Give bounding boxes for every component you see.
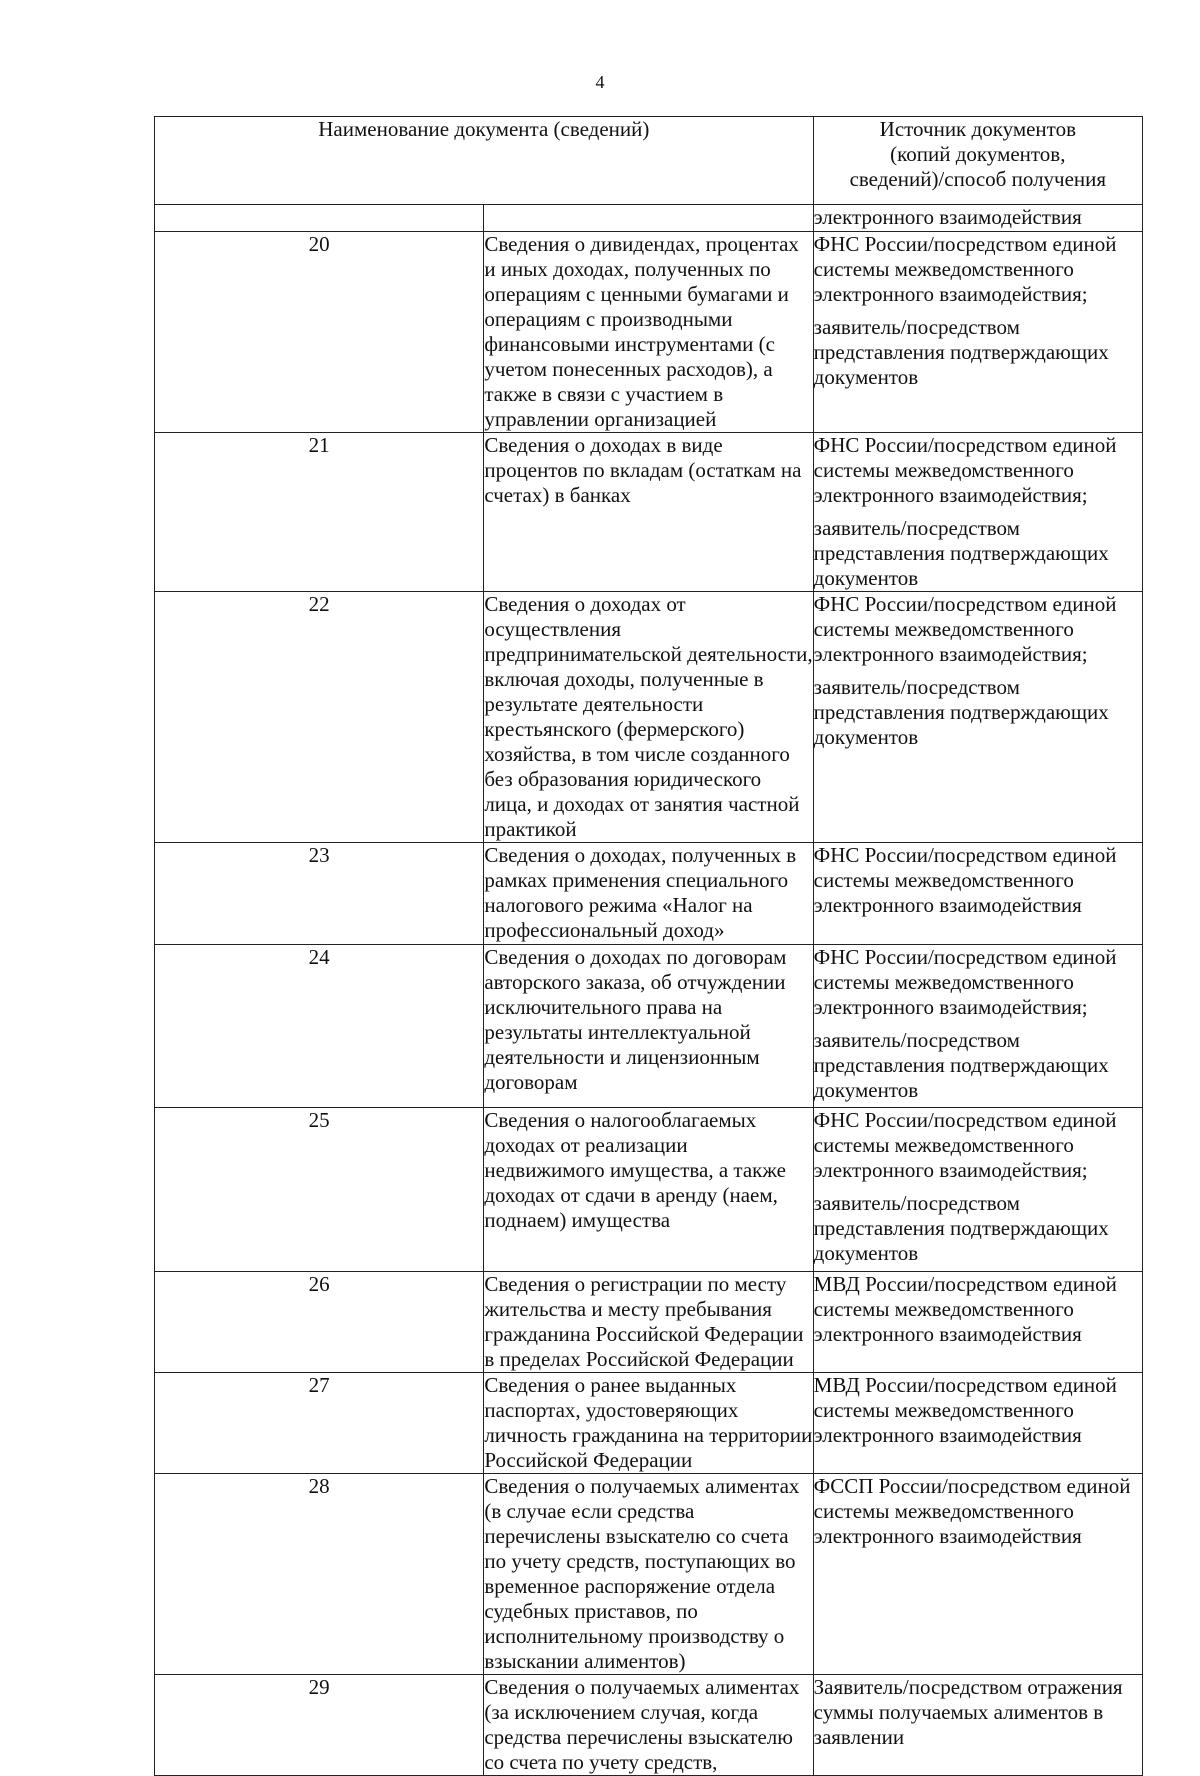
row-number: 20 [155, 232, 484, 433]
row-name: Сведения о доходах в виде процентов по вкладам (остаткам на счетах) в банках [484, 433, 813, 592]
row-number: 27 [155, 1373, 484, 1474]
row-source [813, 433, 1142, 592]
table-row [155, 1373, 1143, 1474]
row-source-part: МВД России/посредством единой системы межведомственного электронного взаимодействия [813, 1272, 1117, 1346]
row-number: 29 [155, 1675, 484, 1776]
row-name: Сведения о дивидендах, процентах и иных доходах, полученных по операциям с ценными бумагами и операциям с производными финансовыми инструментами (с учетом понесенных расходов), а также в связи с участием в управлении организацией [484, 232, 813, 433]
row-source [813, 1373, 1142, 1474]
table-row [155, 1108, 1143, 1272]
header-name-cell [155, 117, 814, 205]
header-source-cell [813, 117, 1142, 205]
row-source-part: ФНС России/посредством единой системы межведомственного электронного взаимодействия; [813, 945, 1117, 1019]
row-name: Сведения о ранее выданных паспортах, удостоверяющих личность гражданина на территории Российской Федерации [484, 1373, 813, 1472]
header-source-line: (копий документов, [890, 142, 1066, 166]
row-source [813, 232, 1142, 433]
row-name: Сведения о налогооблагаемых доходах от реализации недвижимого имущества, а также доходах от сдачи в аренду (наем, поднаем) имущества [484, 1108, 813, 1272]
row-source [813, 205, 1142, 232]
row-number [155, 205, 484, 232]
row-source-part: заявитель/посредством представления подтверждающих документов [813, 675, 1109, 749]
row-source [813, 1675, 1142, 1776]
table-row [155, 592, 1143, 843]
row-name: Сведения о регистрации по месту жительства и месту пребывания гражданина Российской Федерации в пределах Российской Федерации [484, 1272, 813, 1373]
header-name-label: Наименование документа (сведений) [318, 117, 650, 141]
row-name [484, 205, 813, 232]
page-number: 4 [595, 72, 605, 92]
row-name: Сведения о доходах по договорам авторского заказа, об отчуждении исключительного права на результаты интеллектуальной деятельности и лицензионным договорам [484, 945, 813, 1108]
row-source-part: заявитель/посредством представления подтверждающих документов [813, 1191, 1109, 1265]
row-source-part: ФССП России/посредством единой системы межведомственного электронного взаимодействия [813, 1474, 1131, 1548]
row-number: 24 [155, 945, 484, 1108]
row-name: Сведения о получаемых алиментах (в случае если средства перечислены взыскателю со счета по учету средств, поступающих во временное распоряжение отдела судебных приставов, по исполнительному производству о взыскании алиментов) [484, 1474, 813, 1675]
header-source-line: Источник документов [879, 117, 1076, 141]
row-source-part: Заявитель/посредством отражения суммы получаемых алиментов в заявлении [813, 1675, 1123, 1749]
row-source-part: электронного взаимодействия [813, 205, 1082, 229]
row-source-part: ФНС России/посредством единой системы межведомственного электронного взаимодействия [813, 843, 1117, 917]
row-number: 26 [155, 1272, 484, 1373]
row-number: 21 [155, 433, 484, 592]
row-source-part: заявитель/посредством представления подтверждающих документов [813, 1028, 1109, 1102]
table-row [155, 1272, 1143, 1373]
table-row [155, 433, 1143, 592]
table-row [155, 843, 1143, 945]
row-source-part: ФНС России/посредством единой системы межведомственного электронного взаимодействия; [813, 592, 1117, 666]
row-number: 25 [155, 1108, 484, 1272]
table-row [155, 945, 1143, 1108]
header-row [155, 117, 1143, 205]
row-source [813, 592, 1142, 843]
row-number: 23 [155, 843, 484, 945]
row-number: 28 [155, 1474, 484, 1675]
documents-table [154, 116, 1143, 1776]
table-row [155, 232, 1143, 433]
table-row-continued [155, 205, 1143, 232]
row-source [813, 1272, 1142, 1373]
row-source-part: заявитель/посредством представления подтверждающих документов [813, 315, 1109, 389]
row-source-part: ФНС России/посредством единой системы межведомственного электронного взаимодействия; [813, 1108, 1117, 1182]
header-source-line: сведений)/способ получения [849, 167, 1107, 191]
row-source [813, 1474, 1142, 1675]
row-source [813, 945, 1142, 1108]
row-name: Сведения о доходах, полученных в рамках применения специального налогового режима «Налог на профессиональный доход» [484, 843, 813, 945]
row-name: Сведения о доходах от осуществления предпринимательской деятельности, включая доходы, полученные в результате деятельности крестьянского (фермерского) хозяйства, в том числе созданного без образования юридического лица, и доходах от занятия частной практикой [484, 592, 813, 841]
row-source-part: МВД России/посредством единой системы межведомственного электронного взаимодействия [813, 1373, 1117, 1447]
row-number: 22 [155, 592, 484, 843]
row-name: Сведения о получаемых алиментах (за исключением случая, когда средства перечислены взыскателю со счета по учету средств, [484, 1675, 813, 1776]
row-source [813, 843, 1142, 945]
row-source [813, 1108, 1142, 1272]
table-row [155, 1474, 1143, 1675]
row-source-part: ФНС России/посредством единой системы межведомственного электронного взаимодействия; [813, 433, 1117, 507]
row-source-part: заявитель/посредством представления подтверждающих документов [813, 516, 1109, 590]
table-row [155, 1675, 1143, 1776]
row-source-part: ФНС России/посредством единой системы межведомственного электронного взаимодействия; [813, 232, 1117, 306]
